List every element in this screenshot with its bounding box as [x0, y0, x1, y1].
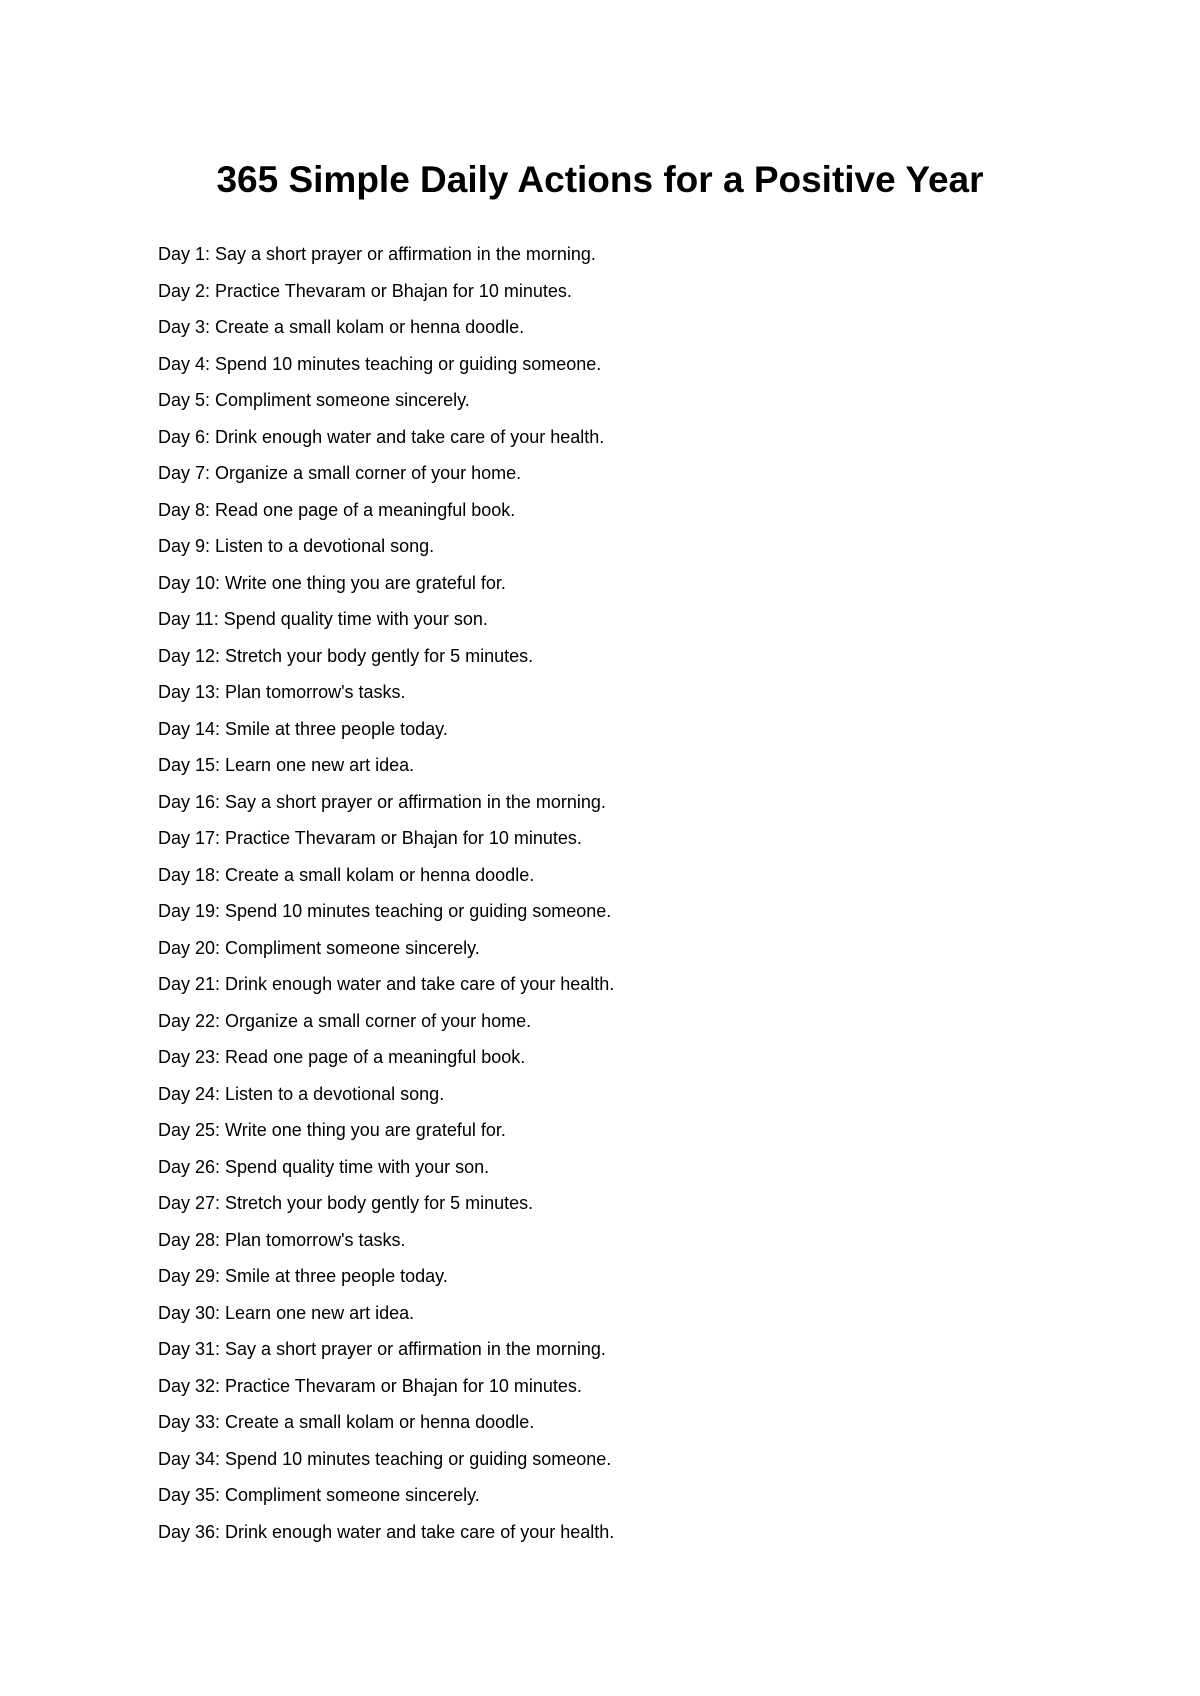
- list-item: Day 14: Smile at three people today.: [158, 718, 448, 739]
- list-item: Day 32: Practice Thevaram or Bhajan for 10 minutes.: [158, 1375, 582, 1396]
- list-item: Day 12: Stretch your body gently for 5 minutes.: [158, 645, 534, 666]
- list-item: Day 36: Drink enough water and take care of your health.: [158, 1521, 615, 1542]
- list-item: Day 26: Spend quality time with your son.: [158, 1156, 490, 1177]
- list-item: Day 2: Practice Thevaram or Bhajan for 10 minutes.: [158, 280, 572, 301]
- list-item: Day 31: Say a short prayer or affirmation in the morning.: [158, 1339, 606, 1359]
- list-item: Day 34: Spend 10 minutes teaching or guiding someone.: [158, 1448, 612, 1469]
- list-item: Day 6: Drink enough water and take care of your health.: [158, 426, 605, 447]
- list-item: Day 22: Organize a small corner of your home.: [158, 1010, 532, 1031]
- list-item: Day 30: Learn one new art idea.: [158, 1302, 415, 1323]
- list-item: Day 20: Compliment someone sincerely.: [158, 937, 480, 958]
- list-item: Day 19: Spend 10 minutes teaching or guiding someone.: [158, 901, 612, 921]
- list-item: Day 25: Write one thing you are grateful for.: [158, 1120, 506, 1140]
- list-item: Day 27: Stretch your body gently for 5 minutes.: [158, 1193, 534, 1213]
- list-item: Day 10: Write one thing you are grateful for.: [158, 572, 506, 593]
- list-item: Day 11: Spend quality time with your son.: [158, 609, 488, 629]
- list-item: Day 18: Create a small kolam or henna doodle.: [158, 864, 535, 885]
- list-item: Day 23: Read one page of a meaningful book.: [158, 1047, 526, 1067]
- list-item: Day 9: Listen to a devotional song.: [158, 536, 435, 556]
- list-item: Day 7: Organize a small corner of your home.: [158, 463, 522, 483]
- list-item: Day 21: Drink enough water and take care of your health.: [158, 974, 615, 994]
- list-item: Day 8: Read one page of a meaningful book.: [158, 499, 516, 520]
- list-item: Day 17: Practice Thevaram or Bhajan for 10 minutes.: [158, 828, 582, 848]
- list-item: Day 28: Plan tomorrow's tasks.: [158, 1229, 406, 1250]
- list-item: Day 35: Compliment someone sincerely.: [158, 1485, 480, 1505]
- list-item: Day 15: Learn one new art idea.: [158, 755, 415, 775]
- list-item: Day 24: Listen to a devotional song.: [158, 1083, 445, 1104]
- list-item: Day 13: Plan tomorrow's tasks.: [158, 682, 406, 702]
- day-list: [158, 236, 614, 1550]
- list-item: Day 5: Compliment someone sincerely.: [158, 390, 470, 410]
- list-item: Day 3: Create a small kolam or henna doodle.: [158, 317, 525, 337]
- list-item: Day 33: Create a small kolam or henna doodle.: [158, 1412, 535, 1432]
- list-item: Day 16: Say a short prayer or affirmation in the morning.: [158, 791, 606, 812]
- list-item: Day 1: Say a short prayer or affirmation in the morning.: [158, 244, 596, 264]
- list-item: Day 29: Smile at three people today.: [158, 1266, 448, 1286]
- page-title: 365 Simple Daily Actions for a Positive Year: [216, 159, 984, 200]
- list-item: Day 4: Spend 10 minutes teaching or guiding someone.: [158, 353, 602, 374]
